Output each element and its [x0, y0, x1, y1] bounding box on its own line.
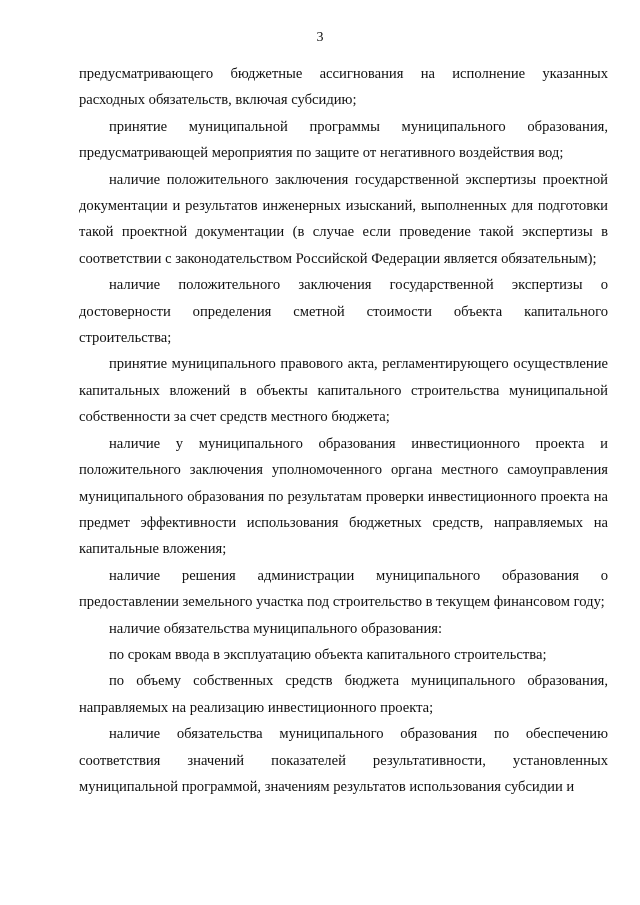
- paragraph-land-decision: наличие решения администрации муниципального образования о предоставлении земельного участка под строительство в текущем финансовом году;: [79, 567, 608, 611]
- paragraph-cost-expertise: наличие положительного заключения государственной экспертизы о достоверности определения сметной стоимости объекта капитального строительства;: [79, 277, 608, 347]
- paragraph-continuation: предусматривающего бюджетные ассигнования на исполнение указанных расходных обязательств, включая субсидию;: [79, 66, 608, 109]
- paragraph-investment-project: наличие у муниципального образования инвестиционного проекта и положительного заключения уполномоченного органа местного самоуправления муниципального образования по результатам проверки инвестиционного проекта на предмет эффективности использования бюджетных средств, направляемых на капитальные вложения;: [79, 435, 608, 558]
- paragraph-performance-indicators: наличие обязательства муниципального образования по обеспечению соответствия значений показателей результативности, установленных муниципальной программой, значениям результатов использования субсидии и: [79, 726, 608, 795]
- paragraph-municipal-program: принятие муниципальной программы муниципального образования, предусматривающей мероприятия по защите от негативного воздействия вод;: [79, 118, 608, 162]
- page-number: 3: [316, 30, 324, 45]
- paragraph-project-expertise: наличие положительного заключения государственной экспертизы проектной документации и результатов инженерных изысканий, выполненных для подготовки такой проектной документации (в случае если проведение такой экспертизы в соответствии с законодательством Российской Федерации является обязательным);: [79, 171, 608, 267]
- document-body: [79, 61, 608, 800]
- paragraph-obligation: наличие обязательства муниципального образования:: [109, 620, 443, 637]
- paragraph-own-funds: по объему собственных средств бюджета муниципального образования, направляемых на реализацию инвестиционного проекта;: [79, 673, 608, 716]
- paragraph-legal-act: принятие муниципального правового акта, регламентирующего осуществление капитальных вложений в объекты капитального строительства муниципальной собственности за счет средств местного бюджета;: [79, 356, 608, 426]
- paragraph-commissioning-terms: по срокам ввода в эксплуатацию объекта капитального строительства;: [109, 646, 547, 663]
